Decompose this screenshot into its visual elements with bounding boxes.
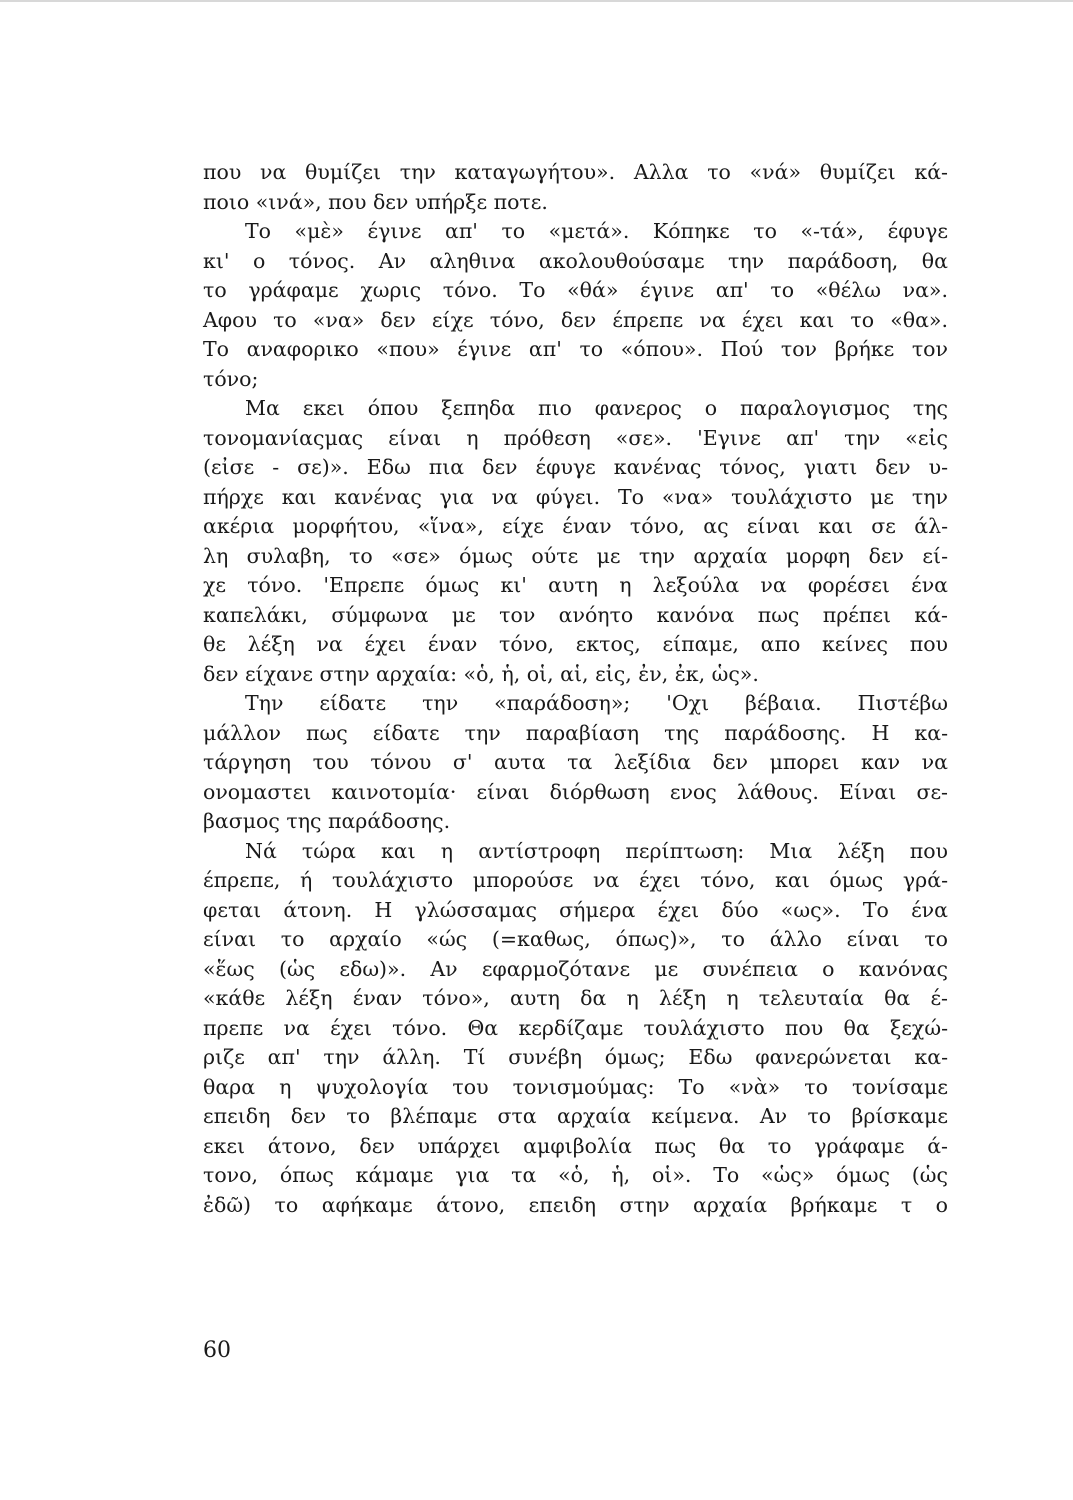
text-line: καπελάκι, σύμφωνα με τον ανόητο κανόνα πως πρέπει κά- <box>203 602 948 627</box>
text-line: «κάθε λέξη έναν τόνο», αυτη δα η λέξη η τελευταία θα έ- <box>203 986 948 1010</box>
text-line: Αφου το «να» δεν είχε τόνο, δεν έπρεπε να έχει και το «θα». <box>203 307 948 332</box>
text-line: που να θυμίζει την καταγωγήτου». Αλλα το «νά» θυμίζει κά- <box>203 160 948 184</box>
text-line: φεται άτονη. Η γλώσσαμας σήμερα έχει δύο «ως». Το ένα <box>203 897 948 922</box>
text-line: πήρχε και κανένας για να φύγει. Το «να» τουλάχιστο με την <box>203 484 948 509</box>
text-line: ονομαστει καινοτομία· είναι διόρθωση ενος λάθους. Είναι σε- <box>203 779 948 804</box>
text-line: Το αναφορικο «που» έγινε απ' το «όπου». Πού τον βρήκε τον <box>203 337 948 361</box>
text-line: ριζε απ' την άλλη. Τί συνέβη όμως; Εδω φανερώνεται κα- <box>203 1045 948 1069</box>
text-line: επειδη δεν το βλέπαμε στα αρχαία κείμενα. Αν το βρίσκαμε <box>203 1104 948 1128</box>
text-line: βασμος της παράδοσης. <box>203 809 451 833</box>
text-line: θαρα η ψυχολογία του τονισμούμας: Το «νὰ» το τονίσαμε <box>203 1074 948 1099</box>
text-line: δεν είχανε στην αρχαία: «ὁ, ἡ, οἱ, αἱ, εἰς, ἐν, ἐκ, ὡς». <box>203 661 759 686</box>
text-line: χε τόνο. 'Επρεπε όμως κι' αυτη η λεξούλα να φορέσει ένα <box>203 573 948 597</box>
text-line: πρεπε να έχει τόνο. Θα κερδίζαμε τουλάχιστο που θα ξεχώ- <box>203 1015 948 1040</box>
text-line: Νά τώρα και η αντίστροφη περίπτωση: Μια λέξη που <box>245 838 948 863</box>
text-line: τάργηση του τόνου σ' αυτα τα λεξίδια δεν μπορει καν να <box>203 750 948 774</box>
text-line: λη συλαβη, το «σε» όμως ούτε με την αρχαία μορφη δεν εί- <box>203 543 948 568</box>
text-line: Μα εκει όπου ξεπηδα πιο φανερος ο παραλογισμος της <box>245 396 948 420</box>
page-number: 60 <box>203 1338 231 1363</box>
text-line: τονομανίαςμας είναι η πρόθεση «σε». 'Εγινε απ' την «εἰς <box>203 425 948 450</box>
text-line: εκει άτονο, δεν υπάρχει αμφιβολία πως θα το γράφαμε ά- <box>203 1133 948 1158</box>
text-line: είναι το αρχαίο «ώς (=καθως, όπως)», το άλλο είναι το <box>203 927 948 951</box>
text-line: Την είδατε την «παράδοση»; 'Οχι βέβαια. Πιστέβω <box>245 691 948 715</box>
text-line: μάλλον πως είδατε την παραβίαση της παράδοσης. Η κα- <box>203 720 948 745</box>
text-line: ἐδῶ) το αφήκαμε άτονο, επειδη στην αρχαία βρήκαμε τ ο <box>203 1192 948 1217</box>
text-line: τονο, όπως κάμαμε για τα «ὁ, ἡ, οἱ». Το «ὡς» όμως (ὡς <box>203 1163 948 1187</box>
text-line: το γράφαμε χωρις τόνο. Το «θά» έγινε απ' το «θέλω να». <box>203 278 948 302</box>
body-text <box>203 158 948 1220</box>
text-line: (εἰσε - σε)». Εδω πια δεν έφυγε κανένας τόνος, γιατι δεν υ- <box>203 455 948 479</box>
text-line: θε λέξη να έχει έναν τόνο, εκτος, είπαμε, απο κείνες που <box>203 632 948 656</box>
text-line: τόνο; <box>203 366 259 391</box>
text-line: Το «μὲ» έγινε απ' το «μετά». Κόπηκε το «-τά», έφυγε <box>245 219 948 243</box>
text-line: κι' ο τόνος. Αν αληθινα ακολουθούσαμε την παράδοση, θα <box>203 248 948 273</box>
scan-edge <box>0 0 1073 2</box>
text-line: «ἕως (ὡς εδω)». Αν εφαρμοζότανε με συνέπεια ο κανόνας <box>203 956 948 981</box>
text-line: ποιο «ινά», που δεν υπήρξε ποτε. <box>203 189 548 214</box>
text-line: ακέρια μορφήτου, «ἵνα», είχε έναν τόνο, ας είναι και σε άλ- <box>203 514 948 538</box>
text-line: έπρεπε, ή τουλάχιστο μπορούσε να έχει τόνο, και όμως γρά- <box>203 868 948 892</box>
